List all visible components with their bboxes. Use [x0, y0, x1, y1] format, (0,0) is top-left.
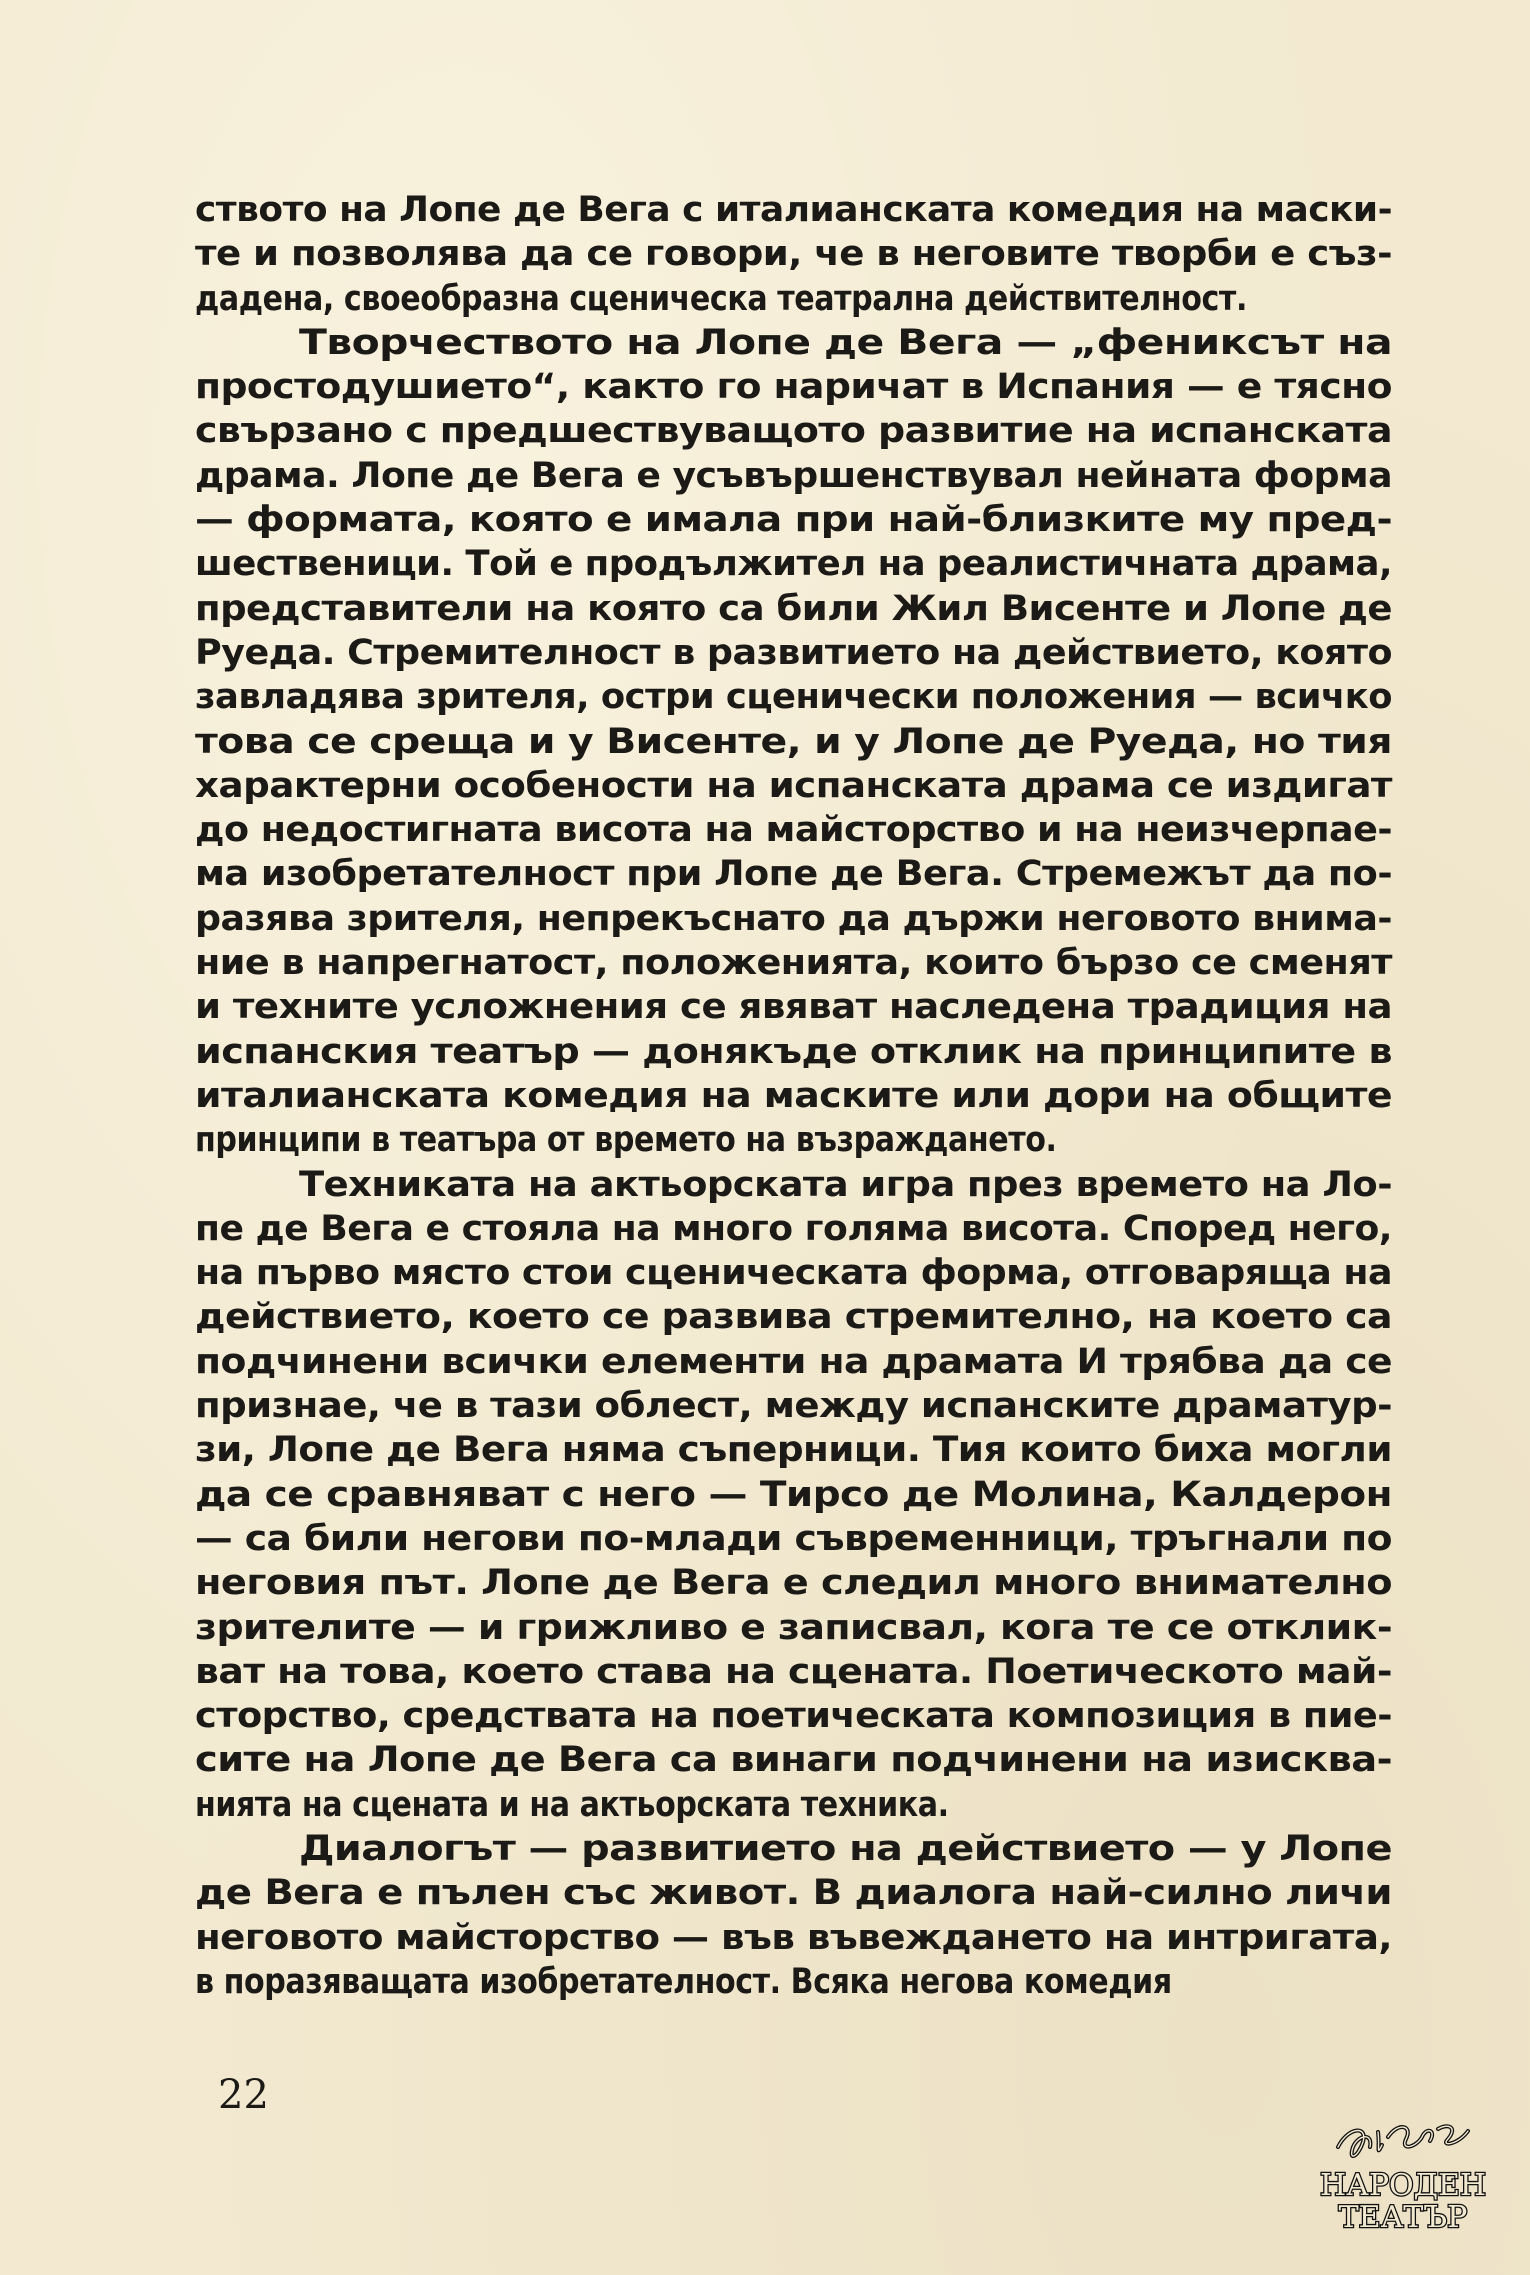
text-line	[195, 675, 1392, 719]
text-line	[195, 1030, 1392, 1074]
text-line	[195, 1960, 1392, 2004]
body-text	[195, 188, 1392, 2004]
text-line	[195, 808, 1392, 852]
text-line-content: де Вега е пълен със живот. В диалога най-силно личи	[195, 1873, 1392, 1914]
text-line	[195, 897, 1392, 941]
text-line	[195, 542, 1392, 586]
text-line-content: това се среща и у Висенте, и у Лопе де Руеда, но тия	[195, 721, 1392, 762]
text-line-content: до недостигната висота на майсторство и на неизчерпае-	[195, 810, 1392, 851]
text-line-content: характерни особености на испанската драма се издигат	[195, 765, 1392, 806]
text-line-content: — формата, която е имала при най-близките му пред-	[195, 500, 1392, 541]
text-line-content: неговия път. Лопе де Вега е следил много внимателно	[195, 1563, 1392, 1604]
text-line-content: зи, Лопе де Вега няма съперници. Тия които биха могли	[195, 1430, 1392, 1471]
text-line-content: зрителите — и грижливо е записвал, кога те се отклик-	[195, 1607, 1392, 1648]
paragraph	[195, 321, 1392, 1163]
text-line-content: свързано с предшествуващото развитие на испанската	[195, 411, 1392, 452]
text-line-content: шественици. Той е продължител на реалистичната драма,	[195, 544, 1392, 585]
text-line	[195, 852, 1392, 896]
text-line	[195, 1163, 1392, 1207]
text-line-content: те и позволява да се говори, че в неговите творби е съз-	[195, 234, 1392, 275]
text-line-content: италианската комедия на маските или дори на общите	[195, 1075, 1392, 1116]
text-line	[195, 1118, 1392, 1162]
text-line	[195, 321, 1392, 365]
text-line	[195, 498, 1392, 542]
text-line-content: неговото майсторство — във въвеждането на интригата,	[195, 1917, 1392, 1958]
text-line-content: действието, което се развива стремително, на което са	[195, 1297, 1392, 1338]
paragraph	[195, 1163, 1392, 1827]
text-line	[195, 1251, 1392, 1295]
text-line-content: сторство, средствата на поетическата композиция в пие-	[195, 1696, 1392, 1737]
text-line	[195, 365, 1392, 409]
text-line	[195, 1517, 1392, 1561]
text-line	[195, 1871, 1392, 1915]
logo-line-2: ТЕАТЪР	[1338, 2200, 1468, 2235]
text-line-content: Техниката на актьорската игра през времето на Ло-	[299, 1164, 1392, 1205]
text-line-content: драма. Лопе де Вега е усъвършенствувал нейната форма	[195, 455, 1392, 496]
text-line	[195, 409, 1392, 453]
text-line	[195, 1384, 1392, 1428]
logo-line-1: НАРОДЕН	[1319, 2168, 1487, 2203]
text-line	[195, 720, 1392, 764]
text-line	[195, 1783, 1392, 1827]
text-line-content: признае, че в тази облест, между испанските драматур-	[195, 1386, 1392, 1427]
text-line-content: подчинени всички елементи на драмата И трябва да се	[195, 1341, 1392, 1382]
text-line-content: испанския театър — донякъде отклик на принципите в	[195, 1031, 1392, 1072]
text-line-content: и техните усложнения се явяват наследена традиция на	[195, 987, 1392, 1028]
text-line-content: завладява зрителя, остри сценически положения — всичко	[195, 677, 1392, 718]
text-line-content: представители на която са били Жил Висенте и Лопе де	[195, 588, 1392, 629]
text-line-content: Творчеството на Лопе де Вега — „фениксът на	[299, 322, 1392, 363]
text-line	[195, 1738, 1392, 1782]
text-line	[195, 454, 1392, 498]
signature-mark	[1338, 2126, 1468, 2156]
text-line	[195, 1916, 1392, 1960]
text-line-content: сите на Лопе де Вега са винаги подчинени на изисква-	[195, 1740, 1392, 1781]
text-line	[195, 1827, 1392, 1871]
text-line	[195, 1207, 1392, 1251]
text-line-content: Диалогът — развитието на действието — у Лопе	[299, 1828, 1392, 1869]
text-line	[195, 1694, 1392, 1738]
text-line-content: — са били негови по-млади съвременници, тръгнали по	[195, 1518, 1392, 1559]
text-line-content: ството на Лопе де Вега с италианската комедия на маски-	[195, 190, 1393, 230]
paragraph	[195, 188, 1392, 321]
text-line	[195, 1428, 1392, 1472]
text-line	[195, 1606, 1392, 1650]
text-line-content: Руеда. Стремителност в развитието на действието, която	[195, 632, 1392, 673]
text-line	[195, 277, 1392, 321]
text-line-content: ма изобретателност при Лопе де Вега. Стремежът да по-	[195, 854, 1392, 895]
text-line	[195, 1340, 1392, 1384]
text-line-content: пе де Вега е стояла на много голяма висота. Според него,	[195, 1208, 1392, 1249]
page-number: 22	[218, 2072, 269, 2118]
text-line	[195, 232, 1392, 276]
text-line	[195, 188, 1392, 232]
paragraph	[195, 1827, 1392, 2004]
text-line-content: разява зрителя, непрекъснато да държи неговото внима-	[195, 898, 1393, 939]
text-line-content: ват на това, което става на сцената. Поетическото май-	[195, 1651, 1392, 1692]
text-line-content: нията на сцената и на актьорската техника.	[195, 1784, 949, 1825]
text-line	[195, 1295, 1392, 1339]
text-line-content: ние в напрегнатост, положенията, които бързо се сменят	[195, 943, 1392, 984]
text-line	[195, 631, 1392, 675]
text-line	[195, 985, 1392, 1029]
text-line	[195, 1074, 1392, 1118]
text-line	[195, 1561, 1392, 1605]
text-line-content: простодушието“, както го наричат в Испания — е тясно	[195, 367, 1392, 408]
text-line	[195, 1473, 1392, 1517]
text-line-content: принципи в театъра от времето на възраждането.	[195, 1120, 1057, 1161]
text-line	[195, 1650, 1392, 1694]
text-line-content: дадена, своеобразна сценическа театрална действителност.	[195, 278, 1247, 319]
national-theatre-logo	[1318, 2117, 1488, 2247]
text-line	[195, 941, 1392, 985]
text-line	[195, 764, 1392, 808]
text-line-content: на първо място стои сценическата форма, отговаряща на	[195, 1253, 1392, 1294]
text-line-content: в поразяващата изобретателност. Всяка негова комедия	[195, 1961, 1172, 2002]
text-line-content: да се сравняват с него — Тирсо де Молина, Калдерон	[195, 1474, 1392, 1515]
text-line	[195, 587, 1392, 631]
